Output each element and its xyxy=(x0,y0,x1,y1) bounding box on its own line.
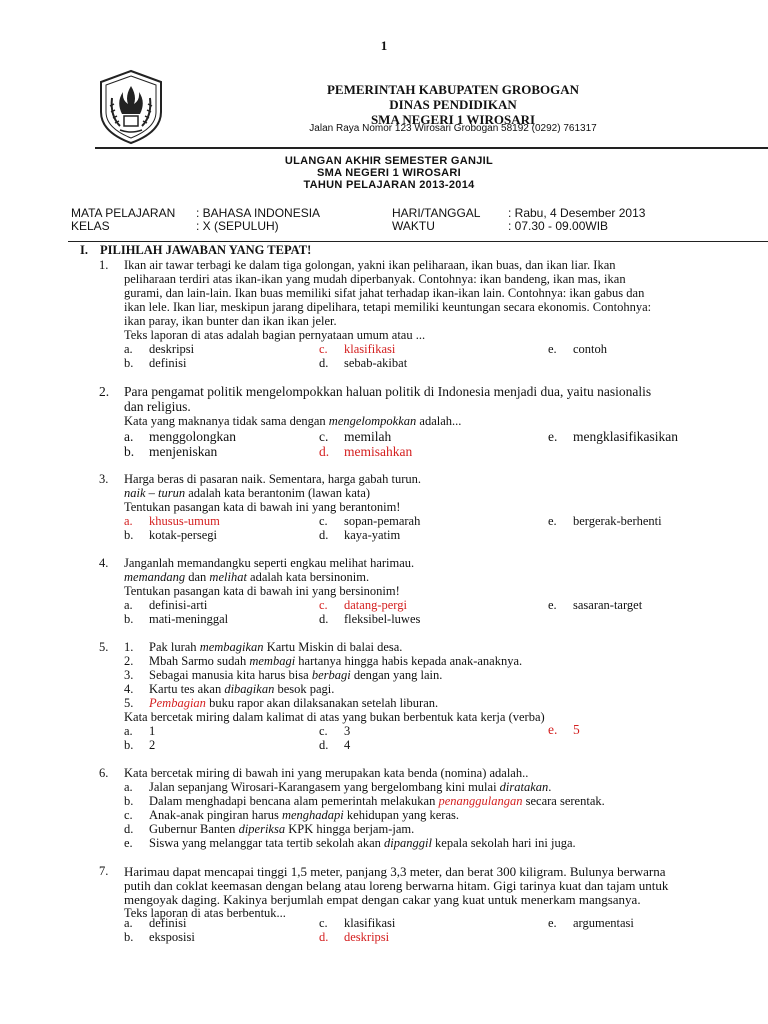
q5-item-3-post: dengan yang lain. xyxy=(350,668,443,682)
q7-option-b[interactable]: eksposisi xyxy=(149,930,195,944)
q2-option-d-label: d. xyxy=(319,444,330,459)
q5-item-3-pre: Sebagai manusia kita harus bisa xyxy=(149,668,312,682)
q1-option-e[interactable]: contoh xyxy=(573,342,608,356)
q4-option-e-label: e. xyxy=(548,598,557,612)
time-label: WAKTU xyxy=(392,219,435,233)
q1-option-b[interactable]: definisi xyxy=(149,356,187,370)
q5-option-e[interactable]: 5 xyxy=(573,722,580,737)
q5-item-4-num: 4. xyxy=(124,682,134,696)
q1-line-6: Teks laporan di atas adalah bagian pernyataan umum atau ... xyxy=(124,328,426,342)
q4-option-a[interactable]: definisi-arti xyxy=(149,598,208,612)
q1-option-c-label: c. xyxy=(319,342,328,356)
q3-option-e-label: e. xyxy=(548,514,557,528)
q3-line-1: Harga beras di pasaran naik. Sementara, harga gabah turun. xyxy=(124,472,421,486)
q6-option-a-post: . xyxy=(548,780,552,794)
q5-item-2 xyxy=(149,654,522,669)
q6-option-d-post: KPK hingga berjam-jam. xyxy=(285,822,415,836)
q4-option-c[interactable]: datang-pergi xyxy=(344,598,407,612)
q7-line-1: Harimau dapat mencapai tinggi 1,5 meter, panjang 3,3 meter, dan berat 300 kiligram. Bulunya berwarna xyxy=(124,864,666,879)
q5-option-d-label: d. xyxy=(319,738,329,752)
q7-line-3: mengoyak daging. Kakinya berjumlah empat dengan cakar yang kuat untuk menerkam mangsanya. xyxy=(124,892,641,907)
q4-number: 4. xyxy=(99,556,109,570)
q4-option-b-label: b. xyxy=(124,612,134,626)
q7-option-a-label: a. xyxy=(124,916,133,930)
q4-option-c-label: c. xyxy=(319,598,328,612)
q6-option-e[interactable] xyxy=(149,836,576,851)
q7-option-a[interactable]: definisi xyxy=(149,916,187,930)
q1-option-d-label: d. xyxy=(319,356,329,370)
q4-line-2-emphasis-2: melihat xyxy=(209,570,247,584)
q7-option-d[interactable]: deskripsi xyxy=(344,930,390,944)
q5-item-2-emphasis: membagi xyxy=(249,654,296,668)
q4-line-2-mid: dan xyxy=(185,570,210,584)
q7-option-c-label: c. xyxy=(319,916,328,930)
q2-option-c-label: c. xyxy=(319,429,329,444)
q6-option-b-emphasis: penanggulangan xyxy=(438,794,523,808)
q3-line-3: Tentukan pasangan kata di bawah ini yang berantonim! xyxy=(124,500,401,514)
q3-option-c[interactable]: sopan-pemarah xyxy=(344,514,421,528)
q2-option-e-label: e. xyxy=(548,429,558,444)
q5-option-b-label: b. xyxy=(124,738,134,752)
q5-option-a-label: a. xyxy=(124,724,133,738)
q3-option-d[interactable]: kaya-yatim xyxy=(344,528,401,542)
class-value: : X (SEPULUH) xyxy=(196,219,279,233)
q1-line-4: ikan lele. Ikan liar, meskipun jarang dipelihara, tetapi memiliki keuntungan secara ekonomis. Contohnya: xyxy=(124,300,652,314)
q5-item-1 xyxy=(149,640,402,655)
q1-option-d[interactable]: sebab-akibat xyxy=(344,356,408,370)
q5-item-4-pre: Kartu tes akan xyxy=(149,682,225,696)
q6-option-b[interactable] xyxy=(149,794,605,809)
q5-option-b[interactable]: 2 xyxy=(149,738,156,752)
q5-item-1-pre: Pak lurah xyxy=(149,640,200,654)
q5-item-5 xyxy=(149,696,438,711)
q3-line-2-post: adalah kata berantonim (lawan kata) xyxy=(185,486,371,500)
q4-line-2-post: adalah kata bersinonim. xyxy=(246,570,370,584)
q6-option-d-label: d. xyxy=(124,822,134,836)
q3-option-a-label: a. xyxy=(124,514,133,528)
q1-option-a[interactable]: deskripsi xyxy=(149,342,195,356)
q4-option-a-label: a. xyxy=(124,598,133,612)
q6-option-e-post: kepala sekolah hari ini juga. xyxy=(431,836,576,850)
q2-option-d[interactable]: memisahkan xyxy=(344,444,413,459)
q5-option-e-label: e. xyxy=(548,722,558,737)
page-number: 1 xyxy=(380,38,388,53)
q6-option-c-pre: Anak-anak pingiran harus xyxy=(149,808,282,822)
q2-option-b-label: b. xyxy=(124,444,135,459)
q6-option-d-emphasis: diperiksa xyxy=(238,822,286,836)
q7-option-d-label: d. xyxy=(319,930,329,944)
q2-line-3-emphasis: mengelompokkan xyxy=(328,414,417,428)
q7-option-e[interactable]: argumentasi xyxy=(573,916,634,930)
q3-option-e[interactable]: bergerak-berhenti xyxy=(573,514,662,528)
q5-item-5-emphasis: Pembagian xyxy=(149,696,206,710)
q5-item-3-num: 3. xyxy=(124,668,134,682)
q5-item-4 xyxy=(149,682,334,697)
q5-number: 5. xyxy=(99,640,109,654)
q1-line-2: peliharaan terdiri atas ikan-ikan yang mudah diperbanyak. Contohnya: ikan bandeng, ikan mas, ikan xyxy=(124,272,626,286)
q2-option-e[interactable]: mengklasifikasikan xyxy=(573,429,678,444)
q6-option-e-label: e. xyxy=(124,836,133,850)
q3-option-c-label: c. xyxy=(319,514,328,528)
q5-item-2-num: 2. xyxy=(124,654,134,668)
q3-option-d-label: d. xyxy=(319,528,329,542)
q4-option-b[interactable]: mati-meninggal xyxy=(149,612,229,626)
q6-option-e-pre: Siswa yang melanggar tata tertib sekolah akan xyxy=(149,836,384,850)
q1-line-5: ikan paray, ikan bunter dan ikan ikan jeler. xyxy=(124,314,337,328)
q6-option-c-label: c. xyxy=(124,808,133,822)
q5-option-d[interactable]: 4 xyxy=(344,738,351,752)
q5-item-2-pre: Mbah Sarmo sudah xyxy=(149,654,250,668)
q1-option-b-label: b. xyxy=(124,356,134,370)
q3-line-2-emphasis: naik – turun xyxy=(124,486,186,500)
q6-option-c-emphasis: menghadapi xyxy=(281,808,344,822)
q6-option-a[interactable] xyxy=(149,780,551,795)
q6-option-c[interactable] xyxy=(149,808,459,823)
q5-item-4-post: besok pagi. xyxy=(274,682,335,696)
header-divider xyxy=(95,147,768,149)
info-divider xyxy=(68,241,768,242)
q5-item-5-post: buku rapor akan dilaksanakan setelah liburan. xyxy=(205,696,439,710)
q5-item-5-num: 5. xyxy=(124,696,134,710)
q2-number: 2. xyxy=(99,384,110,399)
q1-option-e-label: e. xyxy=(548,342,557,356)
q6-question: Kata bercetak miring di bawah ini yang merupakan kata benda (nomina) adalah.. xyxy=(124,766,529,780)
q7-option-c[interactable]: klasifikasi xyxy=(344,916,396,930)
q6-option-d-pre: Gubernur Banten xyxy=(149,822,239,836)
header-department: DINAS PENDIDIKAN xyxy=(389,97,517,112)
q3-number: 3. xyxy=(99,472,109,486)
section-numeral: I. xyxy=(80,243,88,257)
q5-item-1-emphasis: membagikan xyxy=(199,640,264,654)
exam-title: ULANGAN AKHIR SEMESTER GANJIL xyxy=(284,155,494,167)
time-value: : 07.30 - 09.00WIB xyxy=(508,219,609,233)
q4-option-e[interactable]: sasaran-target xyxy=(573,598,643,612)
q6-number: 6. xyxy=(99,766,109,780)
q2-line-3 xyxy=(124,414,461,429)
q3-line-2 xyxy=(124,486,370,501)
q6-option-a-pre: Jalan sepanjang Wirosari-Karangasem yang bergelombang kini mulai xyxy=(149,780,500,794)
subject-value: : BAHASA INDONESIA xyxy=(196,206,321,220)
q5-item-4-emphasis: dibagikan xyxy=(224,682,275,696)
header-government: PEMERINTAH KABUPATEN GROBOGAN xyxy=(326,82,580,97)
q5-option-c[interactable]: 3 xyxy=(344,724,351,738)
q4-line-3: Tentukan pasangan kata di bawah ini yang bersinonim! xyxy=(124,584,400,598)
q4-option-d[interactable]: fleksibel-luwes xyxy=(344,612,421,626)
q1-option-a-label: a. xyxy=(124,342,133,356)
date-label: HARI/TANGGAL xyxy=(392,206,481,220)
q2-option-c[interactable]: memilah xyxy=(344,429,392,444)
q6-option-d[interactable] xyxy=(149,822,414,837)
q5-item-2-post: hartanya hingga habis kepada anak-anaknya. xyxy=(295,654,523,668)
q2-line-3-post: adalah... xyxy=(416,414,462,428)
q2-line-1: Para pengamat politik mengelompokkan haluan politik di Indonesia menjadi dua, yaitu nasionalis xyxy=(124,384,652,399)
subject-label: MATA PELAJARAN xyxy=(71,206,176,220)
q2-option-a-label: a. xyxy=(124,429,134,444)
q6-option-e-emphasis: dipanggil xyxy=(384,836,432,850)
exam-year: TAHUN PELAJARAN 2013-2014 xyxy=(303,179,475,191)
q1-line-1: Ikan air tawar terbagi ke dalam tiga golongan, yakni ikan peliharaan, ikan buas, dan ikan liar. Ikan xyxy=(124,258,616,272)
q7-line-2: putih dan coklat keemasan dengan belang atau loreng berwarna hitam. Gigi tarinya kuat dan tajam untuk xyxy=(124,878,669,893)
q6-option-b-pre: Dalam menghadapi bencana alam pemerintah melakukan xyxy=(149,794,439,808)
date-value: : Rabu, 4 Desember 2013 xyxy=(508,206,646,220)
q3-option-b[interactable]: kotak-persegi xyxy=(149,528,218,542)
q5-option-a[interactable]: 1 xyxy=(149,724,156,738)
q4-line-2 xyxy=(124,570,369,585)
q7-number: 7. xyxy=(99,864,109,878)
q2-line-3-pre: Kata yang maknanya tidak sama dengan xyxy=(124,414,329,428)
q1-option-c[interactable]: klasifikasi xyxy=(344,342,396,356)
q5-item-1-post: Kartu Miskin di balai desa. xyxy=(263,640,403,654)
q7-option-e-label: e. xyxy=(548,916,557,930)
q6-option-b-label: b. xyxy=(124,794,134,808)
q6-option-a-label: a. xyxy=(124,780,133,794)
q5-question: Kata bercetak miring dalam kalimat di atas yang bukan berbentuk kata kerja (verba) xyxy=(124,710,545,724)
q7-option-b-label: b. xyxy=(124,930,134,944)
q1-number: 1. xyxy=(99,258,109,272)
q3-option-b-label: b. xyxy=(124,528,134,542)
q5-item-3-emphasis: berbagi xyxy=(311,668,351,682)
q5-option-c-label: c. xyxy=(319,724,328,738)
q5-item-1-num: 1. xyxy=(124,640,134,654)
q6-option-b-post: secara serentak. xyxy=(522,794,605,808)
q2-option-b[interactable]: menjeniskan xyxy=(149,444,218,459)
q1-line-3: gurami, dan lain-lain. Ikan buas memiliki sifat jahat terhadap ikan-ikan lain. Contohnya: ikan gabus dan xyxy=(124,286,645,300)
q2-line-2: dan religius. xyxy=(124,399,191,414)
q7-line-4: Teks laporan di atas berbentuk... xyxy=(124,906,286,920)
header-school: SMA NEGERI 1 WIROSARI xyxy=(370,112,536,127)
q4-line-2-emphasis-1: memandang xyxy=(124,570,186,584)
exam-school: SMA NEGERI 1 WIROSARI xyxy=(316,167,461,179)
class-label: KELAS xyxy=(71,219,110,233)
q2-option-a[interactable]: menggolongkan xyxy=(149,429,236,444)
q4-line-1: Janganlah memandangku seperti engkau melihat harimau. xyxy=(124,556,415,570)
q6-option-c-post: kehidupan yang keras. xyxy=(343,808,460,822)
q6-option-a-emphasis: diratakan xyxy=(499,780,549,794)
q4-option-d-label: d. xyxy=(319,612,329,626)
q3-option-a[interactable]: khusus-umum xyxy=(149,514,220,528)
header-address: Jalan Raya Nomor 123 Wirosari Grobogan 58192 (0292) 761317 xyxy=(309,123,597,134)
section-title: PILIHLAH JAWABAN YANG TEPAT! xyxy=(100,243,312,257)
q5-item-3 xyxy=(149,668,442,683)
